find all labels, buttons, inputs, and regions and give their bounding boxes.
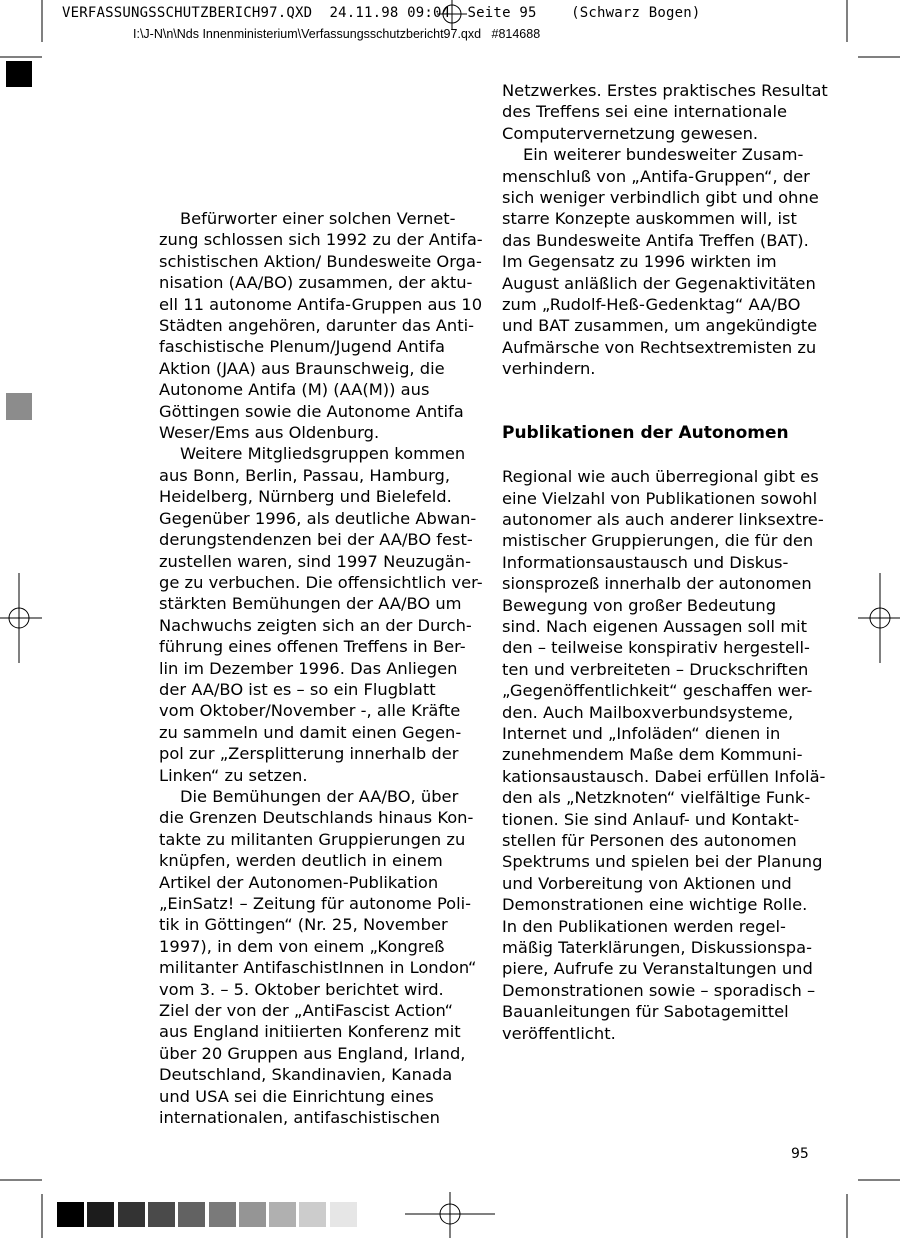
text-line: Informationsaustausch und Diskus- xyxy=(502,552,789,572)
gray-swatch xyxy=(118,1202,145,1227)
text-line: zunehmendem Maße dem Kommuni- xyxy=(502,745,803,765)
file-slug-line: VERFASSUNGSSCHUTZBERICH97.QXD 24.11.98 09:04 Seite 95 (Schwarz Bogen) xyxy=(62,5,701,21)
text-line: Spektrums und spielen bei der Planung xyxy=(502,852,823,872)
text-line: den. Auch Mailboxverbundsysteme, xyxy=(502,702,794,722)
text-line: Demonstrationen sowie – sporadisch – xyxy=(502,980,816,1000)
text-line: Netzwerkes. Erstes praktisches Resultat xyxy=(502,81,828,100)
text-line: menschluß von „Antifa-Gruppen“, der xyxy=(502,166,810,186)
text-line: aus England initiierten Konferenz mit xyxy=(159,1022,461,1042)
paragraph xyxy=(159,443,483,786)
gray-swatch xyxy=(148,1202,175,1227)
text-line: verhindern. xyxy=(502,359,596,379)
gray-swatch xyxy=(209,1202,236,1227)
text-line: sionsprozeß innerhalb der autonomen xyxy=(502,574,812,594)
text-line: über 20 Gruppen aus England, Irland, xyxy=(159,1043,466,1063)
text-line: Göttingen sowie die Autonome Antifa xyxy=(159,401,464,421)
text-line: ell 11 autonome Antifa-Gruppen aus 10 xyxy=(159,294,483,314)
text-line: schistischen Aktion/ Bundesweite Orga- xyxy=(159,251,482,271)
text-line: Regional wie auch überregional gibt es xyxy=(502,467,819,487)
text-line: Bewegung von großer Bedeutung xyxy=(502,595,777,615)
text-line: tionen. Sie sind Anlauf- und Kontakt- xyxy=(502,809,800,829)
paragraph xyxy=(502,80,828,144)
text-line: Computervernetzung gewesen. xyxy=(502,123,759,143)
text-line: In den Publikationen werden regel- xyxy=(502,916,786,936)
gray-swatch xyxy=(299,1202,326,1227)
page-number: 95 xyxy=(791,1146,809,1162)
text-line: Aufmärsche von Rechtsextremisten zu xyxy=(502,337,817,357)
right-text-column xyxy=(502,80,828,1044)
text-line: mäßig Taterklärungen, Diskussionspa- xyxy=(502,938,812,958)
text-line: Aktion (JAA) aus Braunschweig, die xyxy=(159,358,445,378)
text-line: des Treffens sei eine internationale xyxy=(502,102,788,122)
text-line: Autonome Antifa (M) (AA(M)) aus xyxy=(159,380,430,400)
text-line: Heidelberg, Nürnberg und Bielefeld. xyxy=(159,487,452,507)
text-line: Befürworter einer solchen Vernet- xyxy=(180,209,456,228)
gray-swatch xyxy=(330,1202,357,1227)
text-line: veröffentlicht. xyxy=(502,1023,616,1043)
text-line: den als „Netzknoten“ vielfältige Funk- xyxy=(502,788,811,808)
text-line: August anläßlich der Gegenaktivitäten xyxy=(502,273,816,293)
text-line: „Gegenöffentlichkeit“ geschaffen wer- xyxy=(502,681,813,701)
text-line: und USA sei die Einrichtung eines xyxy=(159,1086,434,1106)
text-line: vom 3. – 5. Oktober berichtet wird. xyxy=(159,979,444,999)
text-line: derungstendenzen bei der AA/BO fest- xyxy=(159,530,473,550)
text-line: Ein weiterer bundesweiter Zusam- xyxy=(523,145,804,165)
text-line: den – teilweise konspirativ hergestell- xyxy=(502,638,810,658)
gray-swatch xyxy=(239,1202,266,1227)
text-line: Nachwuchs zeigten sich an der Durch- xyxy=(159,615,472,635)
text-line: Deutschland, Skandinavien, Kanada xyxy=(159,1065,453,1085)
text-line: vom Oktober/November -, alle Kräfte xyxy=(159,701,461,721)
text-line: ten und verbreiteten – Druckschriften xyxy=(502,659,809,679)
text-line: takte zu militanten Gruppierungen zu xyxy=(159,829,466,849)
text-line: Artikel der Autonomen-Publikation xyxy=(159,872,439,892)
text-line: autonomer als auch anderer linksextre- xyxy=(502,509,824,529)
section-heading: Publikationen der Autonomen xyxy=(502,422,789,443)
text-line: pol zur „Zersplitterung innerhalb der xyxy=(159,744,459,764)
text-line: Bauanleitungen für Sabotagemittel xyxy=(502,1002,789,1022)
text-line: lin im Dezember 1996. Das Anliegen xyxy=(159,658,458,678)
text-line: Im Gegensatz zu 1996 wirkten im xyxy=(502,252,777,272)
text-line: militanter AntifaschistInnen in London“ xyxy=(159,958,477,978)
text-line: stellen für Personen des autonomen xyxy=(502,831,797,850)
text-line: Weitere Mitgliedsgruppen kommen xyxy=(180,444,466,464)
text-line: tik in Göttingen“ (Nr. 25, November xyxy=(159,915,448,935)
text-line: sind. Nach eigenen Aussagen soll mit xyxy=(502,616,808,636)
text-line: führung eines offenen Treffens in Ber- xyxy=(159,637,466,657)
text-line: Linken“ zu setzen. xyxy=(159,765,308,785)
text-line: stärkten Bemühungen der AA/BO um xyxy=(159,594,462,614)
paragraph xyxy=(159,208,483,443)
text-line: Gegenüber 1996, als deutliche Abwan- xyxy=(159,508,477,528)
text-line: „EinSatz! – Zeitung für autonome Poli- xyxy=(159,894,472,913)
paragraph xyxy=(502,466,826,1044)
text-line: Weser/Ems aus Oldenburg. xyxy=(159,423,380,443)
text-line: mistischer Gruppierungen, die für den xyxy=(502,531,814,551)
gray-swatch xyxy=(178,1202,205,1227)
gray-swatch xyxy=(57,1202,84,1227)
text-line: aus Bonn, Berlin, Passau, Hamburg, xyxy=(159,465,450,485)
file-path-line: I:\J-N\n\Nds Innenministerium\Verfassungsschutzbericht97.qxd #814688 xyxy=(133,27,541,41)
text-line: kationsaustausch. Dabei erfüllen Infolä- xyxy=(502,766,826,786)
text-line: Die Bemühungen der AA/BO, über xyxy=(180,786,459,806)
text-line: das Bundesweite Antifa Treffen (BAT). xyxy=(502,230,809,250)
text-line: Internet und „Infoläden“ dienen in xyxy=(502,723,781,743)
gray-side-marker xyxy=(6,393,32,420)
text-line: nisation (AA/BO) zusammen, der aktu- xyxy=(159,273,473,293)
text-line: piere, Aufrufe zu Veranstaltungen und xyxy=(502,959,813,979)
text-line: starre Konzepte auskommen will, ist xyxy=(502,209,797,229)
text-line: zum „Rudolf-Heß-Gedenktag“ AA/BO xyxy=(502,295,801,315)
paragraph xyxy=(159,786,477,1129)
text-line: und Vorbereitung von Aktionen und xyxy=(502,873,792,893)
text-line: zustellen waren, sind 1997 Neuzugän- xyxy=(159,551,471,571)
paragraph xyxy=(502,144,819,379)
text-line: eine Vielzahl von Publikationen sowohl xyxy=(502,488,818,508)
text-line: die Grenzen Deutschlands hinaus Kon- xyxy=(159,808,474,828)
text-line: Städten angehören, darunter das Anti- xyxy=(159,316,474,336)
text-line: faschistische Plenum/Jugend Antifa xyxy=(159,337,446,357)
text-line: und BAT zusammen, um angekündigte xyxy=(502,316,818,336)
text-line: zu sammeln und damit einen Gegen- xyxy=(159,722,462,742)
left-text-column xyxy=(159,208,483,1128)
text-line: ge zu verbuchen. Die offensichtlich ver- xyxy=(159,572,483,592)
text-line: 1997), in dem von einem „Kongreß xyxy=(159,936,445,956)
text-line: sich weniger verbindlich gibt und ohne xyxy=(502,188,819,208)
text-line: der AA/BO ist es – so ein Flugblatt xyxy=(159,679,436,699)
gray-swatch xyxy=(87,1202,114,1227)
black-corner-marker xyxy=(6,61,32,87)
text-line: Demonstrationen eine wichtige Rolle. xyxy=(502,895,808,915)
text-line: zung schlossen sich 1992 zu der Antifa- xyxy=(159,230,483,250)
gray-swatch xyxy=(269,1202,296,1227)
text-line: internationalen, antifaschistischen xyxy=(159,1108,440,1128)
text-line: Ziel der von der „AntiFascist Action“ xyxy=(159,1001,454,1021)
text-line: knüpfen, werden deutlich in einem xyxy=(159,851,443,871)
